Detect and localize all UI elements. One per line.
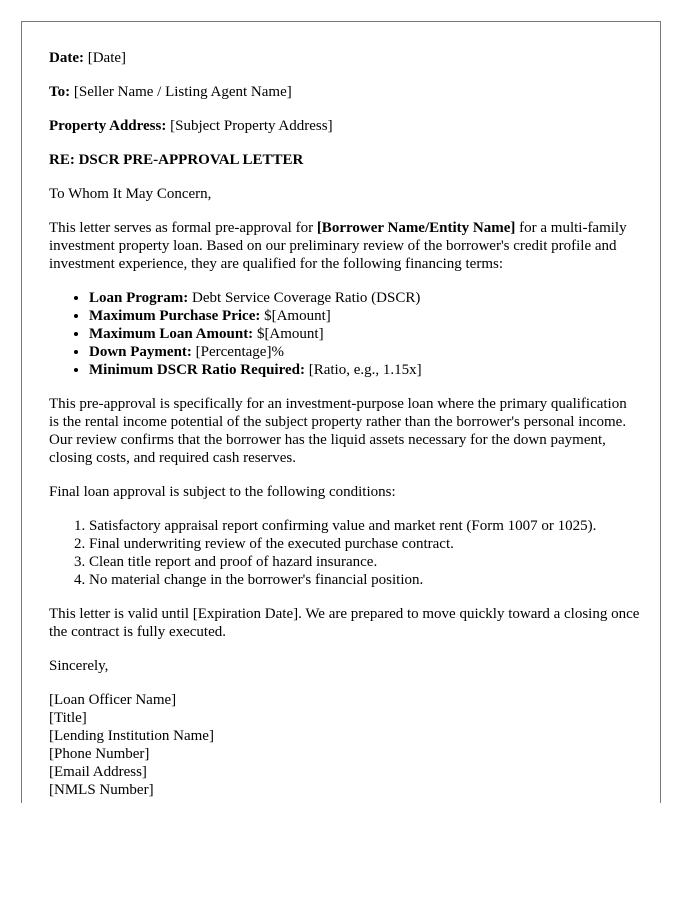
phone-number: [Phone Number] <box>49 746 150 762</box>
loan-officer-name: [Loan Officer Name] <box>49 692 177 708</box>
date-line <box>49 49 640 67</box>
term-max-loan-amount <box>89 325 640 343</box>
term-label: Maximum Loan Amount: <box>89 326 254 342</box>
intro-text-end: for a multi-family investment property loan. Based on our preliminary review of the borrower's credit profile and investment experience, they are qualified for the following financing terms: <box>49 220 627 272</box>
email-address: [Email Address] <box>49 764 147 780</box>
financing-terms-list <box>49 289 640 379</box>
re-line: RE: DSCR PRE-APPROVAL LETTER <box>49 152 304 168</box>
property-address-line <box>49 117 640 135</box>
closing: Sincerely, <box>49 658 109 674</box>
to-label: To: <box>49 84 71 100</box>
term-min-dscr-ratio <box>89 361 640 379</box>
term-label: Maximum Purchase Price: <box>89 308 261 324</box>
to-value: [Seller Name / Listing Agent Name] <box>70 84 292 100</box>
date-label: Date: <box>49 50 84 66</box>
lending-institution: [Lending Institution Name] <box>49 728 214 744</box>
date-value: [Date] <box>83 50 127 66</box>
term-value: [Ratio, e.g., 1.15x] <box>304 362 422 378</box>
signature-block <box>49 691 640 799</box>
pre-approval-letter <box>21 21 661 803</box>
officer-title: [Title] <box>49 710 87 726</box>
term-value: Debt Service Coverage Ratio (DSCR) <box>188 290 421 306</box>
term-label: Down Payment: <box>89 344 192 360</box>
conditions-intro: Final loan approval is subject to the following conditions: <box>49 484 396 500</box>
term-down-payment <box>89 343 640 361</box>
term-label: Minimum DSCR Ratio Required: <box>89 362 305 378</box>
salutation: To Whom It May Concern, <box>49 186 212 202</box>
to-line <box>49 83 640 101</box>
condition-item: 4. No material change in the borrower's financial position. <box>89 571 640 589</box>
conditions-list <box>49 517 640 589</box>
term-value: [Percentage]% <box>191 344 284 360</box>
validity-paragraph: This letter is valid until [Expiration Date]. We are prepared to move quickly toward a closing once the contract is fully executed. <box>49 606 640 640</box>
term-label: Loan Program: <box>89 290 189 306</box>
property-address-label: Property Address: <box>49 118 167 134</box>
nmls-number: [NMLS Number] <box>49 782 154 798</box>
term-value: $[Amount] <box>260 308 331 324</box>
term-loan-program <box>89 289 640 307</box>
term-value: $[Amount] <box>253 326 324 342</box>
condition-item: 2. Final underwriting review of the executed purchase contract. <box>89 535 640 553</box>
purpose-paragraph: This pre-approval is specifically for an investment-purpose loan where the primary qualification is the rental income potential of the subject property rather than the borrower's personal income. Our review confirms that the borrower has the liquid assets necessary for the down payment, closing costs, and required cash reserves. <box>49 396 627 466</box>
term-max-purchase-price <box>89 307 640 325</box>
intro-paragraph <box>49 219 640 273</box>
condition-item: 3. Clean title report and proof of hazard insurance. <box>89 553 640 571</box>
condition-item: 1. Satisfactory appraisal report confirming value and market rent (Form 1007 or 1025). <box>89 517 640 535</box>
property-address-value: [Subject Property Address] <box>166 118 333 134</box>
borrower-name: [Borrower Name/Entity Name] <box>316 220 516 236</box>
intro-text-start: This letter serves as formal pre-approval for <box>49 220 317 236</box>
